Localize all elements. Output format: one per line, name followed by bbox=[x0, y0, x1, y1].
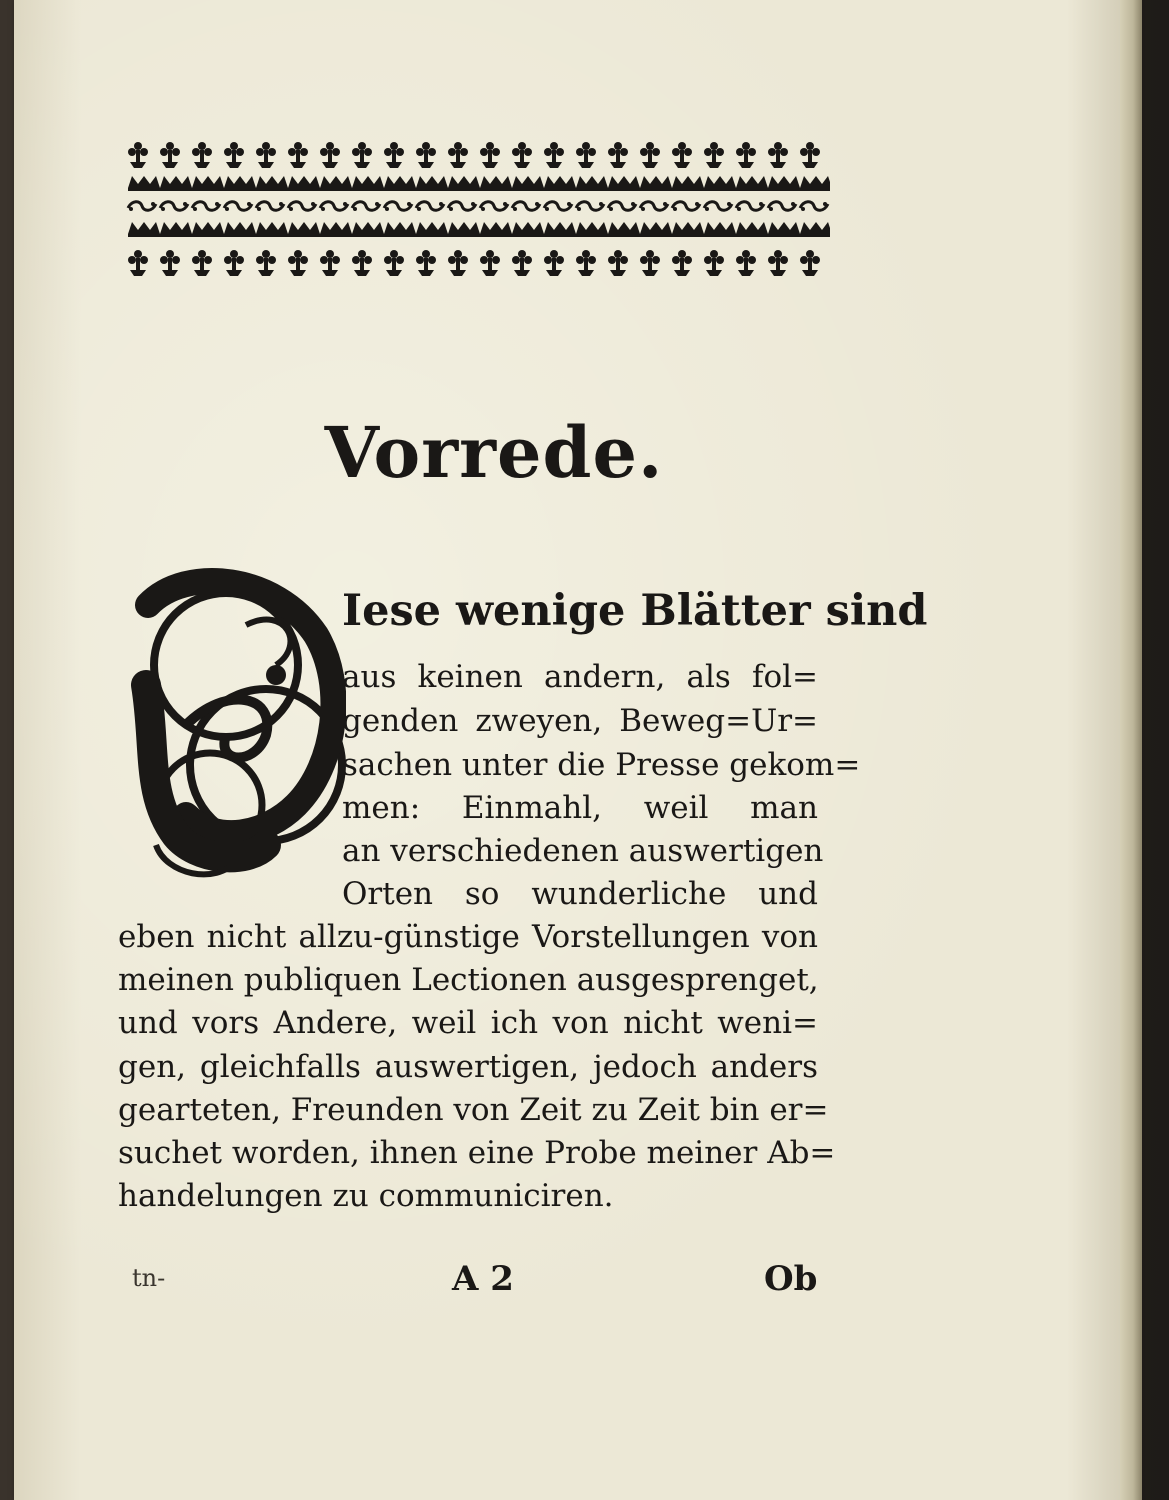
ornament-fleuron-icon bbox=[416, 222, 448, 237]
ornament-fleuron-icon bbox=[576, 222, 608, 237]
ornament-fleuron-icon bbox=[608, 202, 636, 211]
ornament-fleuron-icon bbox=[768, 202, 796, 211]
ornament-fleuron-icon bbox=[576, 176, 608, 191]
text-line-10: und vors Andere, weil ich von nicht weni= bbox=[118, 1005, 818, 1041]
ornament-fleuron-icon bbox=[320, 222, 352, 237]
ornament-fleuron-icon bbox=[800, 222, 830, 237]
ornament-fleuron-icon bbox=[480, 222, 512, 237]
ornament-fleuron-icon bbox=[384, 176, 416, 191]
ornament-fleuron-icon bbox=[384, 202, 412, 211]
ornament-fleuron-icon bbox=[256, 202, 284, 211]
ornament-fleuron-icon bbox=[288, 176, 320, 191]
ornament-fleuron-icon bbox=[608, 222, 640, 237]
text-line-9: meinen publiquen Lectionen ausgesprenget, bbox=[118, 962, 819, 998]
ornament-fleuron-icon bbox=[576, 202, 604, 211]
ornament-fleuron-icon bbox=[672, 142, 692, 168]
ornament-fleuron-icon bbox=[224, 250, 244, 276]
ornament-fleuron-icon bbox=[544, 222, 576, 237]
ornament-fleuron-icon bbox=[256, 142, 276, 168]
ornament-fleuron-icon bbox=[256, 176, 288, 191]
text-line-4: sachen unter die Presse gekom= bbox=[342, 747, 861, 783]
ornament-fleuron-icon bbox=[704, 250, 724, 276]
ornament-fleuron-icon bbox=[224, 202, 252, 211]
catchword: Ob bbox=[764, 1259, 818, 1299]
ornament-fleuron-icon bbox=[320, 142, 340, 168]
signature-mark: A 2 bbox=[452, 1259, 514, 1299]
ornament-fleuron-icon bbox=[608, 176, 640, 191]
ornament-fleuron-icon bbox=[448, 142, 468, 168]
ornament-fleuron-icon bbox=[480, 142, 500, 168]
ornament-fleuron-icon bbox=[736, 176, 768, 191]
ornament-fleuron-icon bbox=[448, 250, 468, 276]
ornament-fleuron-icon bbox=[160, 142, 180, 168]
ornament-fleuron-icon bbox=[128, 142, 148, 168]
ornament-fleuron-icon bbox=[800, 176, 830, 191]
ornament-fleuron-icon bbox=[736, 202, 764, 211]
ornament-fleuron-icon bbox=[736, 222, 768, 237]
ornament-header-band bbox=[126, 136, 830, 286]
ornament-fleuron-icon bbox=[800, 202, 828, 211]
page-edge-shadow bbox=[1120, 0, 1142, 1500]
text-line-12: gearteten, Freunden von Zeit zu Zeit bin er= bbox=[118, 1092, 829, 1128]
footer-margin-mark: tn- bbox=[132, 1264, 166, 1292]
ornament-fleuron-icon bbox=[576, 142, 596, 168]
ornament-fleuron-icon bbox=[352, 222, 384, 237]
ornament-fleuron-icon bbox=[288, 142, 308, 168]
text-line-7: Orten so wunderliche und bbox=[342, 876, 818, 912]
ornament-fleuron-icon bbox=[768, 250, 788, 276]
ornament-fleuron-icon bbox=[512, 250, 532, 276]
ornament-fleuron-icon bbox=[768, 142, 788, 168]
ornament-fleuron-icon bbox=[704, 222, 736, 237]
ornament-fleuron-icon bbox=[640, 250, 660, 276]
ornament-fleuron-icon bbox=[640, 202, 668, 211]
ornament-fleuron-icon bbox=[480, 250, 500, 276]
text-line-11: gen, gleichfalls auswertigen, jedoch anders bbox=[118, 1049, 818, 1085]
ornament-fleuron-icon bbox=[160, 176, 192, 191]
book-page bbox=[14, 0, 1134, 1500]
text-line-14: handelungen zu communiciren. bbox=[118, 1178, 614, 1214]
text-line-13: suchet worden, ihnen eine Probe meiner Ab= bbox=[118, 1135, 836, 1171]
ornament-fleuron-icon bbox=[320, 250, 340, 276]
ornament-fleuron-icon bbox=[416, 176, 448, 191]
ornament-fleuron-icon bbox=[544, 250, 564, 276]
ornament-fleuron-icon bbox=[672, 176, 704, 191]
ornament-fleuron-icon bbox=[192, 202, 220, 211]
text-line-5: men: Einmahl, weil man bbox=[342, 790, 818, 826]
ornament-fleuron-icon bbox=[480, 176, 512, 191]
ornament-fleuron-icon bbox=[224, 142, 244, 168]
ornament-fleuron-icon bbox=[128, 176, 160, 191]
ornament-fleuron-icon bbox=[512, 142, 532, 168]
text-line-3: genden zweyen, Beweg=Ur= bbox=[342, 703, 818, 739]
page-title: Vorrede. bbox=[324, 411, 664, 494]
ornament-fleuron-icon bbox=[704, 176, 736, 191]
ornament-fleuron-icon bbox=[576, 250, 596, 276]
text-line-2: aus keinen andern, als fol= bbox=[342, 659, 818, 695]
text-line-6: an verschiedenen auswertigen bbox=[342, 833, 824, 869]
ornament-fleuron-icon bbox=[640, 142, 660, 168]
ornament-fleuron-icon bbox=[160, 202, 188, 211]
ornament-fleuron-icon bbox=[608, 142, 628, 168]
ornament-fleuron-icon bbox=[352, 202, 380, 211]
ornament-fleuron-icon bbox=[320, 176, 352, 191]
ornament-fleuron-icon bbox=[288, 202, 316, 211]
ornament-fleuron-icon bbox=[736, 250, 756, 276]
ornament-fleuron-icon bbox=[192, 250, 212, 276]
ornament-fleuron-icon bbox=[192, 222, 224, 237]
ornament-fleuron-icon bbox=[640, 222, 672, 237]
ornament-fleuron-icon bbox=[800, 142, 820, 168]
ornament-fleuron-icon bbox=[384, 250, 404, 276]
ornament-fleuron-icon bbox=[512, 222, 544, 237]
ornament-fleuron-icon bbox=[192, 176, 224, 191]
ornament-fleuron-icon bbox=[352, 176, 384, 191]
ornament-fleuron-icon bbox=[768, 176, 800, 191]
ornament-fleuron-icon bbox=[736, 142, 756, 168]
ornament-fleuron-icon bbox=[384, 142, 404, 168]
ornament-fleuron-icon bbox=[512, 176, 544, 191]
decorated-initial bbox=[126, 565, 346, 885]
ornament-fleuron-icon bbox=[544, 202, 572, 211]
ornament-fleuron-icon bbox=[416, 142, 436, 168]
ornament-fleuron-icon bbox=[672, 202, 700, 211]
ornament-fleuron-icon bbox=[352, 250, 372, 276]
ornament-fleuron-icon bbox=[288, 222, 320, 237]
ornament-fleuron-icon bbox=[128, 250, 148, 276]
ornament-fleuron-icon bbox=[416, 250, 436, 276]
ornament-fleuron-icon bbox=[544, 142, 564, 168]
ornament-fleuron-icon bbox=[256, 222, 288, 237]
ornament-fleuron-icon bbox=[608, 250, 628, 276]
ornament-fleuron-icon bbox=[672, 250, 692, 276]
ornament-fleuron-icon bbox=[128, 202, 156, 211]
ornament-fleuron-icon bbox=[288, 250, 308, 276]
ornament-fleuron-icon bbox=[224, 222, 256, 237]
ornament-fleuron-icon bbox=[512, 202, 540, 211]
ornament-fleuron-icon bbox=[544, 176, 576, 191]
ornament-fleuron-icon bbox=[448, 176, 480, 191]
ornament-fleuron-icon bbox=[160, 222, 192, 237]
ornament-fleuron-icon bbox=[192, 142, 212, 168]
ornament-fleuron-icon bbox=[704, 202, 732, 211]
ornament-fleuron-icon bbox=[672, 222, 704, 237]
ornament-fleuron-icon bbox=[384, 222, 416, 237]
ornament-fleuron-icon bbox=[256, 250, 276, 276]
ornament-fleuron-icon bbox=[448, 202, 476, 211]
ornament-fleuron-icon bbox=[640, 176, 672, 191]
ornament-fleuron-icon bbox=[320, 202, 348, 211]
ornament-fleuron-icon bbox=[800, 250, 820, 276]
ornament-fleuron-icon bbox=[352, 142, 372, 168]
text-line-8: eben nicht allzu-günstige Vorstellungen von bbox=[118, 919, 818, 955]
ornament-fleuron-icon bbox=[160, 250, 180, 276]
ornament-fleuron-icon bbox=[224, 176, 256, 191]
ornament-fleuron-icon bbox=[416, 202, 444, 211]
ornament-fleuron-icon bbox=[128, 222, 160, 237]
ornament-fleuron-icon bbox=[480, 202, 508, 211]
ornament-fleuron-icon bbox=[768, 222, 800, 237]
ornament-fleuron-icon bbox=[448, 222, 480, 237]
ornament-fleuron-icon bbox=[704, 142, 724, 168]
text-line-1: Iese wenige Blätter sind bbox=[342, 586, 928, 636]
